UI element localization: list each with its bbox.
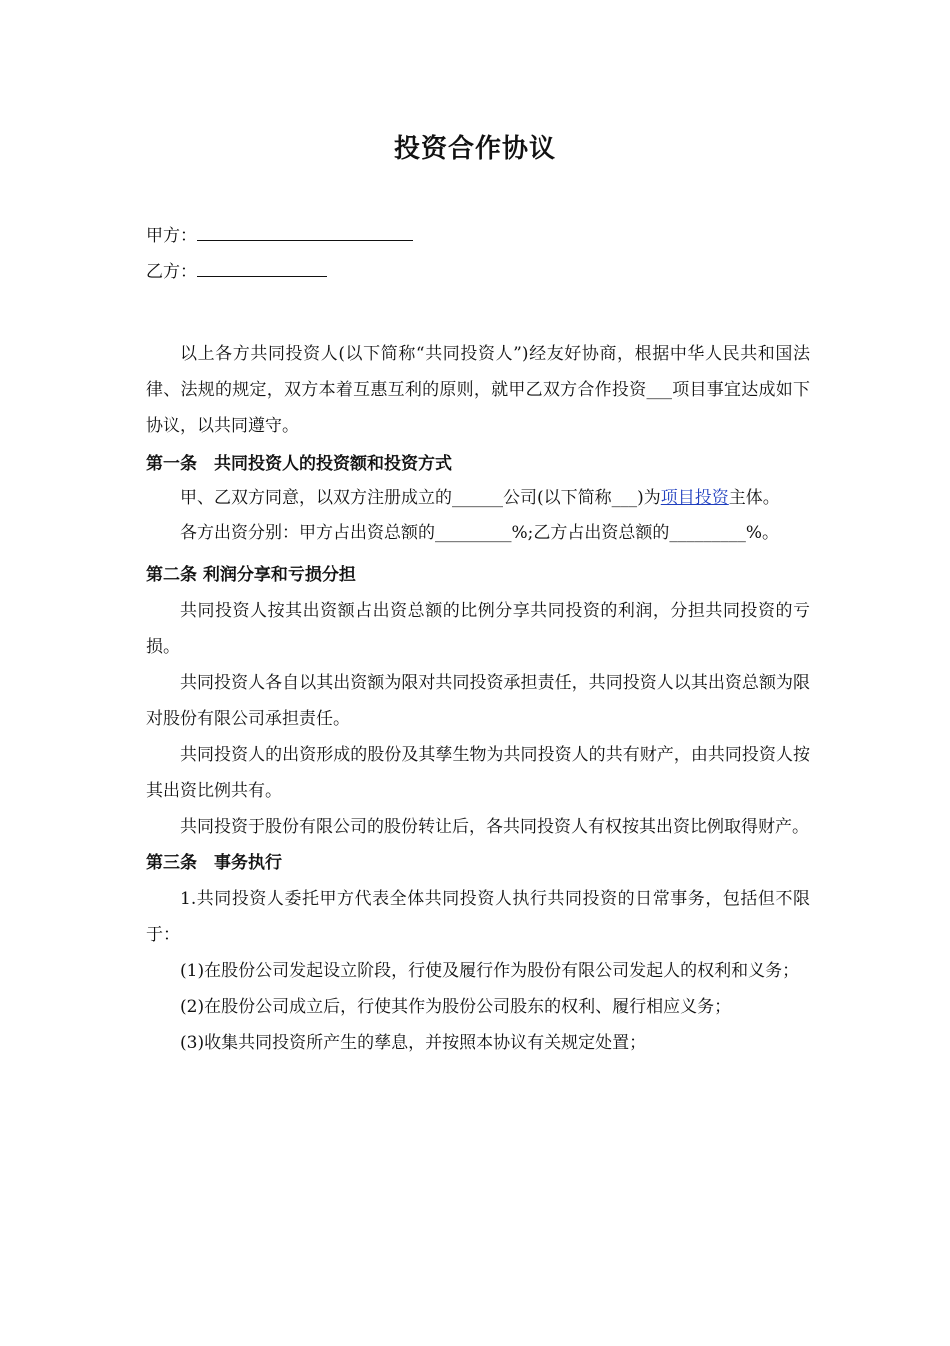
intro-blank: ___ <box>646 380 672 400</box>
intro-text-2: 项目事宜达成如下协议，以共同遵守。 <box>146 380 811 436</box>
project-investment-link[interactable]: 项目投资 <box>660 488 729 508</box>
article1-p2-text-1: 各方出资分别：甲方占出资总额的 <box>180 523 435 543</box>
party-b-blank <box>197 258 327 277</box>
party-a-line <box>146 222 413 248</box>
article1-p2-blank-2: _________ <box>669 523 746 543</box>
article1-p1-text-2: 公司(以下简称 <box>503 488 612 508</box>
article1-p1-text-3: )为 <box>637 488 661 508</box>
article3-item-1: (1)在股份公司发起设立阶段，行使及履行作为股份有限公司发起人的权利和义务； <box>180 961 800 981</box>
article2-paragraph-4: 共同投资于股份有限公司的股份转让后，各共同投资人有权按其出资比例取得财产。 <box>180 817 809 837</box>
article1-p2-blank-1: _________ <box>435 523 512 543</box>
article1-p2-text-3: %。 <box>745 523 780 543</box>
party-a-label: 甲方： <box>146 226 197 246</box>
article2-heading: 第二条 利润分享和亏损分担 <box>146 565 356 585</box>
article1-p1-text-4: 主体。 <box>728 488 780 508</box>
article3-paragraph-1: 1.共同投资人委托甲方代表全体共同投资人执行共同投资的日常事务，包括但不限于： <box>146 889 810 945</box>
article2-paragraph-2: 共同投资人各自以其出资额为限对共同投资承担责任，共同投资人以其出资总额为限对股份有限公司承担责任。 <box>146 673 810 729</box>
party-b-label: 乙方： <box>146 262 197 282</box>
article1-p1-blank-2: ___ <box>611 488 638 508</box>
party-a-blank <box>197 222 413 241</box>
intro-paragraph <box>146 336 810 444</box>
article3-heading: 第三条 事务执行 <box>146 853 282 873</box>
document-title: 投资合作协议 <box>393 134 556 164</box>
article1-p1-text-1: 甲、乙双方同意，以双方注册成立的 <box>180 488 452 508</box>
document-body <box>146 336 810 1061</box>
article1-p1-blank-1: ______ <box>452 488 503 508</box>
article3-item-2: (2)在股份公司成立后，行使其作为股份公司股东的权利、履行相应义务； <box>180 997 732 1017</box>
article1-p2-text-2: %;乙方占出资总额的 <box>511 523 670 543</box>
article2-paragraph-3: 共同投资人的出资形成的股份及其孳生物为共同投资人的共有财产，由共同投资人按其出资比例共有。 <box>146 745 810 801</box>
article1-paragraph-1 <box>146 482 810 515</box>
article1-paragraph-2 <box>146 515 810 551</box>
article3-item-3: (3)收集共同投资所产生的孳息，并按照本协议有关规定处置； <box>180 1033 647 1053</box>
article1-heading: 第一条 共同投资人的投资额和投资方式 <box>146 454 452 474</box>
party-b-line <box>146 258 327 284</box>
intro-text-1: 以上各方共同投资人(以下简称“共同投资人”)经友好协商，根据中华人民共和国法律、法规的规定，双方本着互惠互利的原则，就甲乙双方合作投资 <box>146 344 810 400</box>
article2-paragraph-1: 共同投资人按其出资额占出资总额的比例分享共同投资的利润，分担共同投资的亏损。 <box>146 601 810 657</box>
